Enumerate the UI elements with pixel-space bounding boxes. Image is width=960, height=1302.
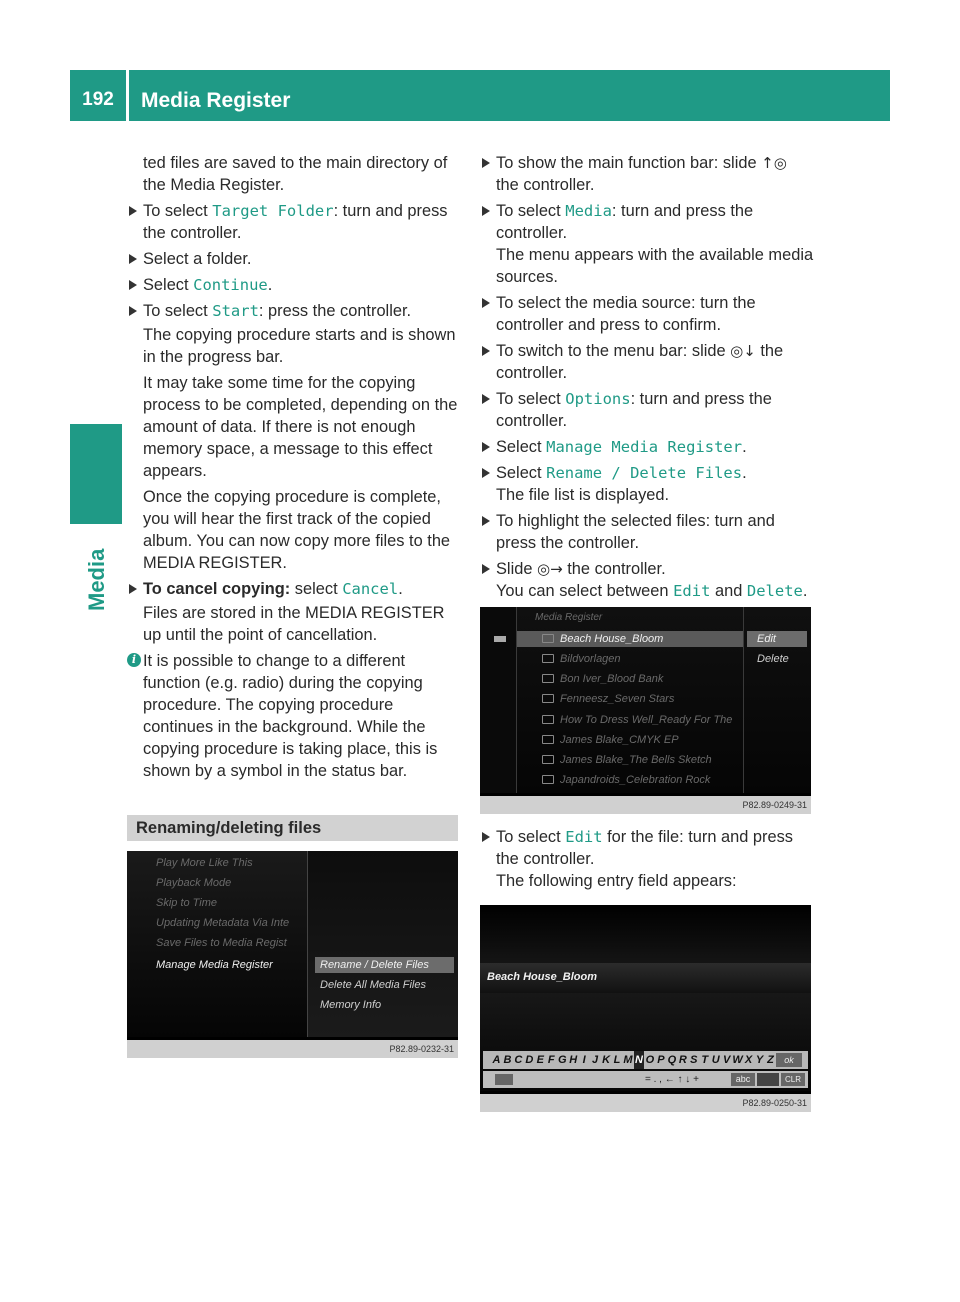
step-target-folder: To select Target Folder: turn and press the controller. [127,200,460,244]
submenu-item: Memory Info [320,999,382,1011]
keyboard-key: E [536,1054,544,1066]
controller-slide-down-icon: ◎↓ [730,342,756,360]
menu-item-selected: Manage Media Register [156,959,273,971]
folder-icon [542,715,554,724]
step-arrow-icon [482,158,490,168]
media-device-icon [494,636,506,642]
step-arrow-icon [482,516,490,526]
header-separator [126,70,129,121]
keyboard-key: O [645,1054,655,1066]
info-note: i It is possible to change to a different function (e.g. radio) during the copying procedure. The copying procedure continues in the background. While the copying procedure is taking place, this is shown by a symbol in the status bar. [127,650,460,782]
step-manage-media-register: Select Manage Media Register. [480,436,814,458]
file-item: James Blake_CMYK EP [542,734,679,746]
step-select-folder: Select a folder. [127,248,460,270]
file-item-selected: Beach House_Bloom [542,633,663,645]
keyboard-key: I [582,1054,586,1066]
right-column [480,152,814,606]
keyboard-key: N [634,1051,645,1069]
file-item: James Blake_The Bells Sketch [542,754,712,766]
folder-icon [542,674,554,683]
keyboard-key: S [690,1054,698,1066]
copy-duration-note: It may take some time for the copying process to be completed, depending on the amount of data. If there is not enough memory space, a message to this effect appears. [143,374,458,480]
copy-complete-note: Once the copying procedure is complete, you will hear the first track of the copied album. You can now copy more files to the MEDIA REGISTER. [143,488,451,572]
section-tab-marker [70,424,122,524]
keyboard-key: R [678,1054,687,1066]
step-slide-right: Slide ◎→ the controller. [480,558,814,580]
list-title: Media Register [535,612,603,623]
submenu-item-selected: Rename / Delete Files [320,959,429,971]
menu-item: Playback Mode [156,877,232,889]
image-reference: P82.89-0250-31 [480,1094,811,1112]
section-heading: Renaming/deleting files [127,815,458,841]
menu-item: Updating Metadata Via Inte [156,917,290,929]
info-icon: i [127,653,141,667]
function-key-row [483,1071,808,1088]
step-switch-menu-bar: To switch to the menu bar: slide ◎↓ the controller. [480,340,814,384]
image-reference: P82.89-0249-31 [480,796,811,814]
screenshot-entry-field [480,905,811,1112]
step-arrow-icon [482,468,490,478]
step-arrow-icon [482,564,490,574]
step-start-result: The copying procedure starts and is shown in the progress bar. [143,326,456,366]
keyboard-key: D [525,1054,534,1066]
keyboard-key: K [602,1054,611,1066]
keyboard-key: Y [755,1054,764,1066]
file-item: Fenneesz_Seven Stars [542,693,674,705]
file-item: Bildvorlagen [542,653,621,665]
keyboard-key: B [503,1054,512,1066]
ok-key: ok [776,1053,802,1067]
step-select-edit: To select Edit for the file: turn and press the controller. [480,826,814,870]
controller-slide-up-icon: ↑◎ [761,154,787,172]
back-key-icon [495,1074,513,1085]
step-select-media: To select Media: turn and press the controller. [480,200,814,244]
step-arrow-icon [482,346,490,356]
keyboard-key: A [492,1054,501,1066]
keyboard-key: Q [667,1054,677,1066]
page-title: Media Register [141,89,291,112]
step-rename-delete-files: Select Rename / Delete Files. [480,462,814,484]
keyboard-key: P [657,1054,665,1066]
clear-key: CLR [781,1073,805,1086]
section-side-label: Media [84,548,109,612]
image-reference: P82.89-0232-31 [127,1040,458,1058]
edit-delete-choice: You can select between Edit and Delete. [496,582,808,600]
entry-field-result: The following entry field appears: [496,872,737,890]
step-arrow-icon [129,206,137,216]
step-arrow-icon [482,298,490,308]
step-arrow-icon [482,206,490,216]
step-cancel-copying: To cancel copying: select Cancel. [127,578,460,600]
abc-key: abc [731,1073,755,1086]
keyboard-key: U [711,1054,720,1066]
screenshot-file-list [480,607,811,814]
folder-icon [542,735,554,744]
keyboard-key: H [569,1054,578,1066]
keyboard-key: F [547,1054,555,1066]
file-item: How To Dress Well_Ready For The [542,714,742,726]
file-list-result: The file list is displayed. [496,486,670,504]
step-arrow-icon [129,280,137,290]
character-keyboard [483,1051,808,1069]
file-item: Japandroids_Celebration Rock [542,774,710,786]
controller-slide-right-icon: ◎→ [537,560,563,578]
step-arrow-icon [482,832,490,842]
submenu-item: Delete All Media Files [320,979,426,991]
folder-icon [542,694,554,703]
folder-icon [542,775,554,784]
cancel-result: Files are stored in the MEDIA REGISTER up until the point of cancellation. [143,604,445,644]
right-column-lower [480,826,814,896]
keyboard-key: T [701,1054,709,1066]
entry-text: Beach House_Bloom [487,971,598,983]
media-menu-result: The menu appears with the available media sources. [496,246,814,286]
menu-item: Skip to Time [156,897,218,909]
step-start: To select Start: press the controller. [127,300,460,322]
keyboard-key: J [592,1054,599,1066]
folder-icon [542,755,554,764]
edit-action: Edit [757,633,776,645]
menu-item: Save Files to Media Regist [156,937,287,949]
folder-icon [542,654,554,663]
keyboard-key: W [732,1054,743,1066]
keyboard-key: Z [767,1054,774,1066]
step-highlight-files: To highlight the selected files: turn and press the controller. [480,510,814,554]
step-arrow-icon [129,254,137,264]
symbol-keys: = . , ← ↑ ↓ + [645,1074,699,1085]
keyboard-key: G [557,1054,567,1066]
step-main-function-bar: To show the main function bar: slide ↑◎ the controller. [480,152,814,196]
keyboard-key: C [514,1054,523,1066]
step-arrow-icon [129,584,137,594]
keyboard-key: X [744,1054,753,1066]
step-select-source: To select the media source: turn the controller and press to confirm. [480,292,814,336]
keyboard-layout-icon [757,1073,779,1086]
step-arrow-icon [482,442,490,452]
step-arrow-icon [129,306,137,316]
step-continue: Select Continue. [127,274,460,296]
keyboard-key: L [613,1054,621,1066]
folder-icon [542,634,554,643]
left-column [127,152,460,786]
step-arrow-icon [482,394,490,404]
step-select-options: To select Options: turn and press the controller. [480,388,814,432]
delete-action: Delete [757,653,789,665]
page-number: 192 [82,89,114,110]
screenshot-manage-media-register [127,851,458,1058]
keyboard-key: V [722,1054,731,1066]
keyboard-key: M [623,1054,633,1066]
file-item: Bon Iver_Blood Bank [542,673,663,685]
menu-item: Play More Like This [156,857,253,869]
intro-text: ted files are saved to the main directory of the Media Register. [143,154,448,194]
